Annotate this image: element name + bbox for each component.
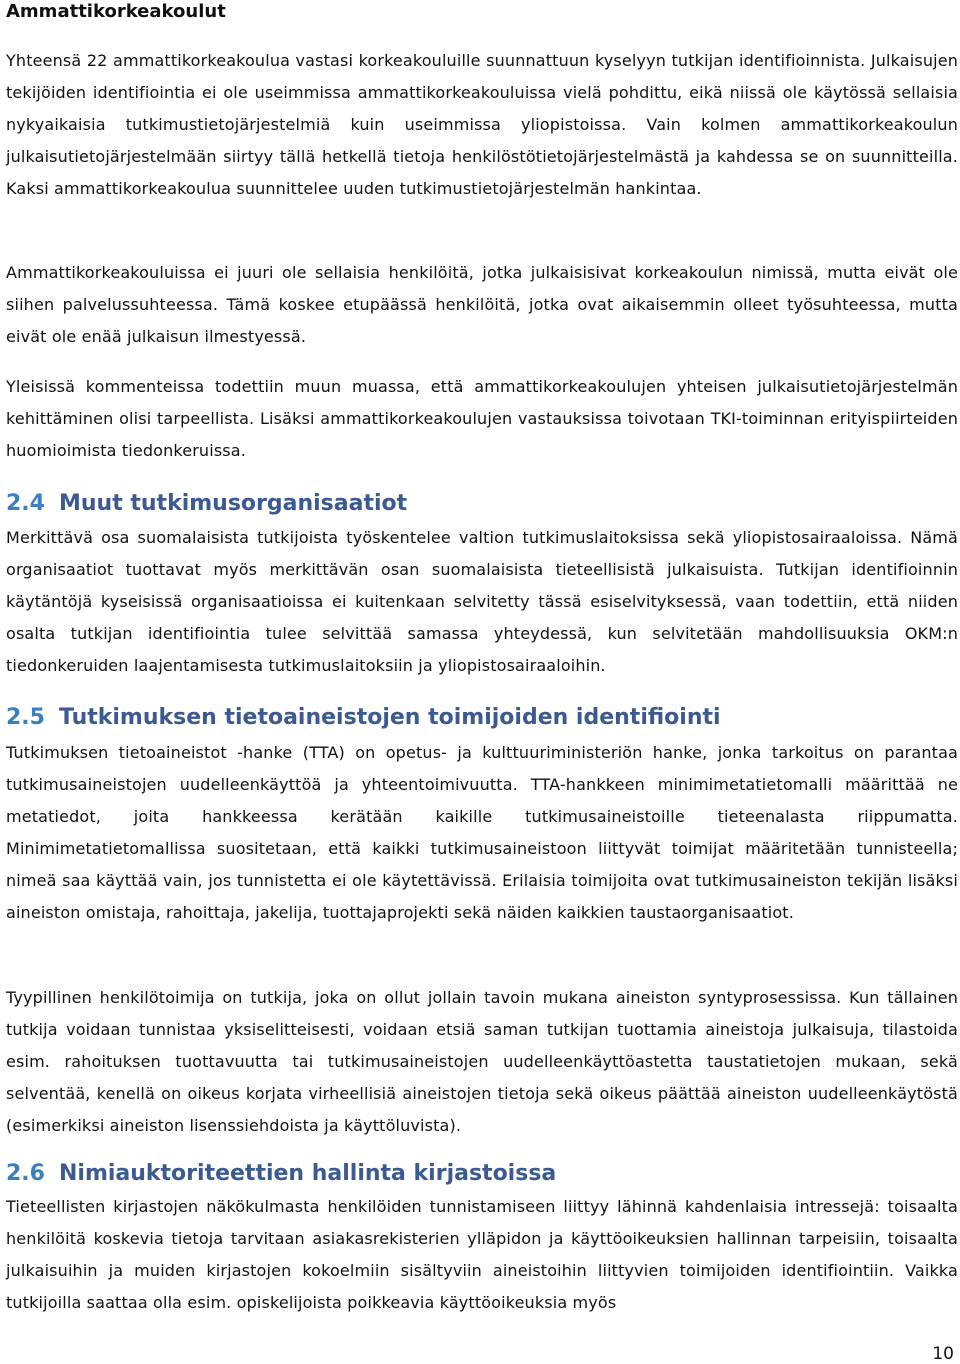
paragraph-library-interests: Tieteellisten kirjastojen näkökulmasta henkilöiden tunnistamiseen liittyy lähinnä kahdenlaisia intressejä: toisaalta henkilöitä koskevia tietoja tarvitaan asiakasrekisterien ylläpidon ja käyttöoikeuksien hallinnan tarpeisiin, toisaalta julkaisuihin ja muiden kirjastojen kokoelmiin sisältyviin aineistoihin liittyvien toimijoiden identifiointiin. Vaikka tutkijoilla saattaa olla esim. opiskelijoista poikkeavia käyttöoikeuksia myös [6,1197,958,1312]
heading-text: Muut tutkimusorganisaatiot [58,491,408,516]
subsection-title: Ammattikorkeakoulut [6,1,226,22]
page-number: 10 [932,1344,954,1364]
paragraph-person-actor: Tyypillinen henkilötoimija on tutkija, joka on ollut jollain tavoin mukana aineiston syntyprosessissa. Kun tällainen tutkija voidaan tunnistaa yksiselitteisesti, voidaan etsiä saman tutkijan tuottamia aineistoja julkaisuja, tilastoida esim. rahoituksen tuottavuutta tai tutkimusaineistojen uudelleenkäyttöastetta taustatietojen mukaan, sekä selventää, kenellä on oikeus korjata virheellisiä aineistojen tietoja sekä oikeus päättää aineiston uudelleenkäytöstä (esimerkiksi aineiston lisenssiehdoista ja käyttöluvista). [6,988,958,1135]
paragraph-research-orgs: Merkittävä osa suomalaisista tutkijoista työskentelee valtion tutkimuslaitoksissa sekä yliopistosairaaloissa. Nämä organisaatiot tuottavat myös merkittävän osan suomalaisista tieteellisistä julkaisuista. Tutkijan identifioinnin käytäntöjä kyseisissä organisaatioissa ei kuitenkaan selvitetty tässä esiselvityksessä, vaan todettiin, että niiden osalta tutkijan identifiointia tulee selvittää samassa yhteydessä, kun selvitetään mahdollisuuksia OKM:n tiedonkeruiden laajentamisesta tutkimuslaitoksiin ja yliopistosairaaloihin. [6,528,958,675]
heading-number: 2.6 [6,1161,45,1186]
paragraph-amk-external-authors: Ammattikorkeakouluissa ei juuri ole sellaisia henkilöitä, jotka julkaisisivat korkeakoulun nimissä, mutta eivät ole siihen palvelussuhteessa. Tämä koskee etupäässä henkilöitä, jotka ovat aikaisemmin olleet työsuhteessa, mutta eivät ole enää julkaisun ilmestyessä. [6,263,958,346]
heading-2-5 [6,703,721,733]
heading-2-4 [6,489,407,519]
paragraph-amk-survey: Yhteensä 22 ammattikorkeakoulua vastasi korkeakouluille suunnattuun kyselyyn tutkijan identifioinnista. Julkaisujen tekijöiden identifiointia ei ole useimmissa ammattikorkeakouluissa vielä pohdittu, eikä niissä ole käytössä sellaisia nykyaikaisia tutkimustietojärjestelmiä kuin useimmissa yliopistoissa. Vain kolmen ammattikorkeakoulun julkaisutietojärjestelmään siirtyy tällä hetkellä tietoja henkilöstötietojärjestelmästä ja kahdessa se on suunnitteilla. Kaksi ammattikorkeakoulua suunnittelee uuden tutkimustietojärjestelmän hankintaa. [6,51,958,198]
heading-number: 2.4 [6,491,45,516]
heading-text: Tutkimuksen tietoaineistojen toimijoiden identifiointi [58,705,721,730]
heading-2-6 [6,1159,556,1189]
paragraph-amk-comments: Yleisissä kommenteissa todettiin muun muassa, että ammattikorkeakoulujen yhteisen julkaisutietojärjestelmän kehittäminen olisi tarpeellista. Lisäksi ammattikorkeakoulujen vastauksissa toivotaan TKI-toiminnan erityispiirteiden huomioimista tiedonkeruissa. [6,377,958,460]
heading-number: 2.5 [6,705,45,730]
heading-text: Nimiauktoriteettien hallinta kirjastoissa [58,1161,557,1186]
paragraph-tta-project: Tutkimuksen tietoaineistot -hanke (TTA) on opetus- ja kulttuuriministeriön hanke, jonka tarkoitus on parantaa tutkimusaineistojen uudelleenkäyttöä ja yhteentoimivuutta. TTA-hankkeen minimimetatietomalli määrittää ne metatiedot, joita hankkeessa kerätään kaikille tutkimusaineistoille tieteenalasta riippumatta. Minimimetatietomallissa suositetaan, että kaikki tutkimusaineistoon liittyvät toimijat määritetään tunnisteella; nimeä saa käyttää vain, jos tunnistetta ei ole käytettävissä. Erilaisia toimijoita ovat tutkimusaineiston tekijän lisäksi aineiston omistaja, rahoittaja, jakelija, tuottajaprojekti sekä näiden kaikkien taustaorganisaatiot. [6,743,958,922]
